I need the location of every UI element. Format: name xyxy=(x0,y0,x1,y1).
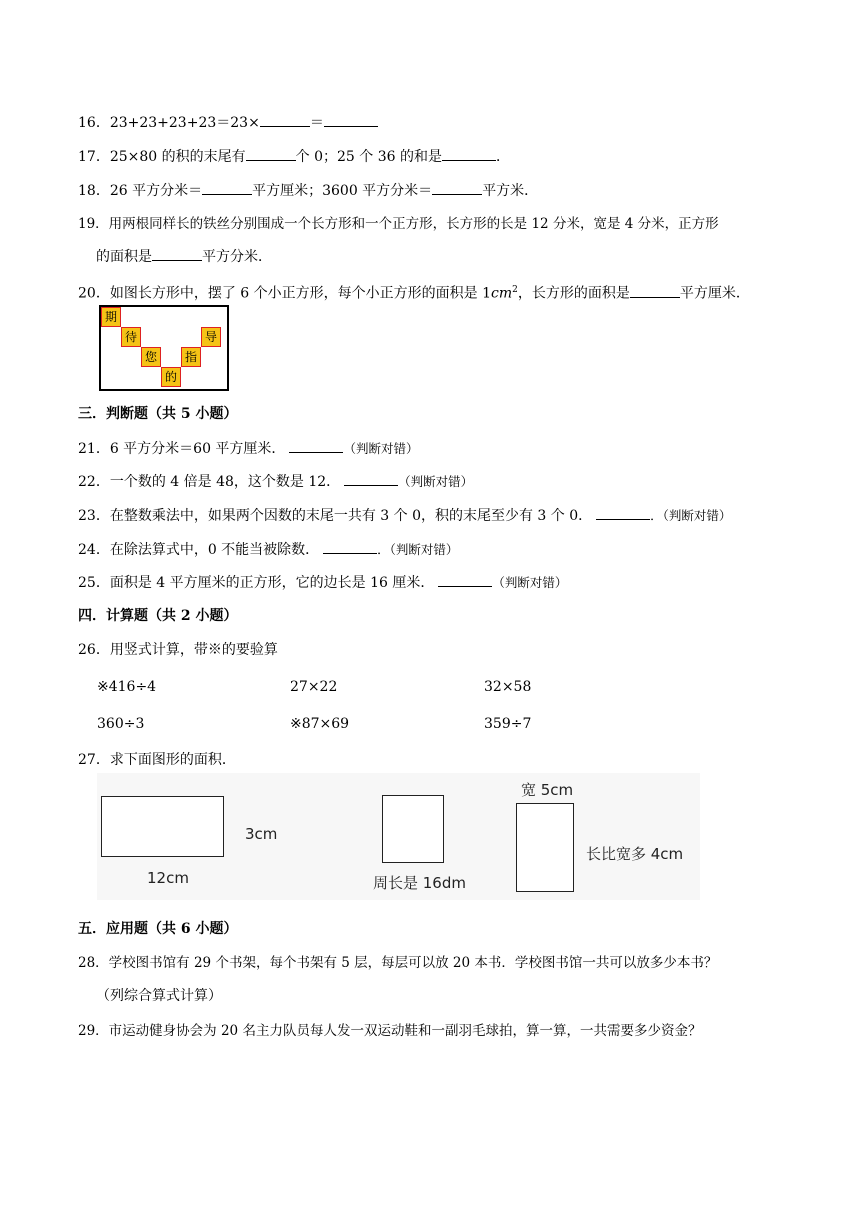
calc-item: ※87×69 xyxy=(290,716,350,732)
question-text: 个 0；25 个 36 的和是 xyxy=(295,149,442,165)
section-title: 五．应用题（共 6 小题） xyxy=(78,921,238,937)
small-square: 的 xyxy=(161,367,181,387)
tall-rect-length-label: 长比宽多 4cm xyxy=(586,845,684,863)
question-16 xyxy=(78,112,378,133)
answer-blank[interactable] xyxy=(323,539,377,554)
answer-blank[interactable] xyxy=(442,146,496,161)
calc-item: ※416÷4 xyxy=(97,679,157,695)
question-text: 平方分米． xyxy=(202,249,272,265)
question-19-line2 xyxy=(96,246,272,267)
question-18 xyxy=(78,180,538,201)
question-text: 25．面积是 4 平方厘米的正方形，它的边长是 16 厘米． xyxy=(78,575,435,591)
unit-exponent: 2 xyxy=(512,285,518,295)
answer-blank[interactable] xyxy=(344,471,398,486)
question-27: 27．求下面图形的面积． xyxy=(78,752,236,768)
question-text: 17．25×80 的积的末尾有 xyxy=(78,149,246,165)
unit: cm xyxy=(490,285,513,302)
calc-item: 27×22 xyxy=(290,679,338,695)
question-text: 24．在除法算式中，0 不能当被除数． xyxy=(78,542,320,558)
judge-hint: （判断对错） xyxy=(343,441,419,456)
answer-blank[interactable] xyxy=(260,112,310,127)
rectangle-figure xyxy=(99,305,229,391)
question-25 xyxy=(78,572,567,593)
question-text: 22．一个数的 4 倍是 48，这个数是 12． xyxy=(78,474,341,490)
question-23 xyxy=(78,505,731,526)
judge-hint: ．（判断对错） xyxy=(377,542,459,557)
square-shape xyxy=(382,795,444,863)
rect-length-label: 12cm xyxy=(147,869,189,887)
question-text: 18．26 平方分米＝ xyxy=(78,183,203,199)
judge-hint: ．（判断对错） xyxy=(650,508,732,523)
question-text: 23．在整数乘法中，如果两个因数的末尾一共有 3 个 0，积的末尾至少有 3 个 0． xyxy=(78,508,593,524)
small-square: 指 xyxy=(181,347,201,367)
answer-blank[interactable] xyxy=(202,180,252,195)
calc-item: 359÷7 xyxy=(484,716,532,732)
judge-hint: （判断对错） xyxy=(398,474,474,489)
question-text: 平方厘米；3600 平方分米＝ xyxy=(252,183,433,199)
answer-blank[interactable] xyxy=(438,572,492,587)
answer-blank[interactable] xyxy=(324,112,378,127)
question-19-line1: 19．用两根同样长的铁丝分别围成一个长方形和一个正方形，长方形的长是 12 分米，宽是 4 分米，正方形 xyxy=(78,216,719,232)
question-text: 平方厘米． xyxy=(679,285,750,302)
tall-rectangle-shape xyxy=(516,803,574,892)
question-text: 16．23+23+23+23＝23× xyxy=(78,115,260,131)
question-text: ，长方形的面积是 xyxy=(517,285,630,302)
calc-item: 360÷3 xyxy=(97,716,145,732)
answer-blank[interactable] xyxy=(596,505,650,520)
equals-sign: ＝ xyxy=(309,115,324,131)
answer-blank[interactable] xyxy=(289,438,343,453)
calc-item: 32×58 xyxy=(484,679,532,695)
question-26: 26．用竖式计算，带※的要验算 xyxy=(78,642,278,658)
question-28-line2: （列综合算式计算） xyxy=(96,988,222,1004)
question-text: ． xyxy=(495,149,510,165)
section-title: 四．计算题（共 2 小题） xyxy=(78,608,238,624)
answer-blank[interactable] xyxy=(432,180,482,195)
rect-width-label: 3cm xyxy=(245,825,278,843)
question-text: 20．如图长方形中，摆了 6 个小正方形，每个小正方形的面积是 1 xyxy=(78,285,491,302)
small-square: 导 xyxy=(201,327,221,347)
question-20 xyxy=(78,280,750,304)
tall-rect-width-label: 宽 5cm xyxy=(521,781,574,799)
question-21 xyxy=(78,438,418,459)
question-text: 21．6 平方分米＝60 平方厘米． xyxy=(78,441,286,457)
question-24 xyxy=(78,539,458,560)
small-square: 待 xyxy=(121,327,141,347)
question-28-line1: 28．学校图书馆有 29 个书架，每个书架有 5 层，每层可以放 20 本书．学校图书馆一共可以放多少本书？ xyxy=(78,955,718,971)
question-29: 29．市运动健身协会为 20 名主力队员每人发一双运动鞋和一副羽毛球拍，算一算，一共需要多少资金？ xyxy=(78,1023,702,1039)
answer-blank[interactable] xyxy=(630,283,680,298)
question-17 xyxy=(78,146,510,167)
rectangle-shape xyxy=(101,796,224,857)
small-square: 期 xyxy=(101,307,121,327)
judge-hint: （判断对错） xyxy=(492,575,568,590)
question-text: 的面积是 xyxy=(96,249,152,265)
question-22 xyxy=(78,471,473,492)
small-square: 您 xyxy=(141,347,161,367)
square-perimeter-label: 周长是 16dm xyxy=(373,874,466,892)
area-figures xyxy=(97,773,700,900)
question-text: 平方米． xyxy=(482,183,539,199)
answer-blank[interactable] xyxy=(246,146,296,161)
section-title: 三．判断题（共 5 小题） xyxy=(78,406,238,422)
answer-blank[interactable] xyxy=(152,246,202,261)
